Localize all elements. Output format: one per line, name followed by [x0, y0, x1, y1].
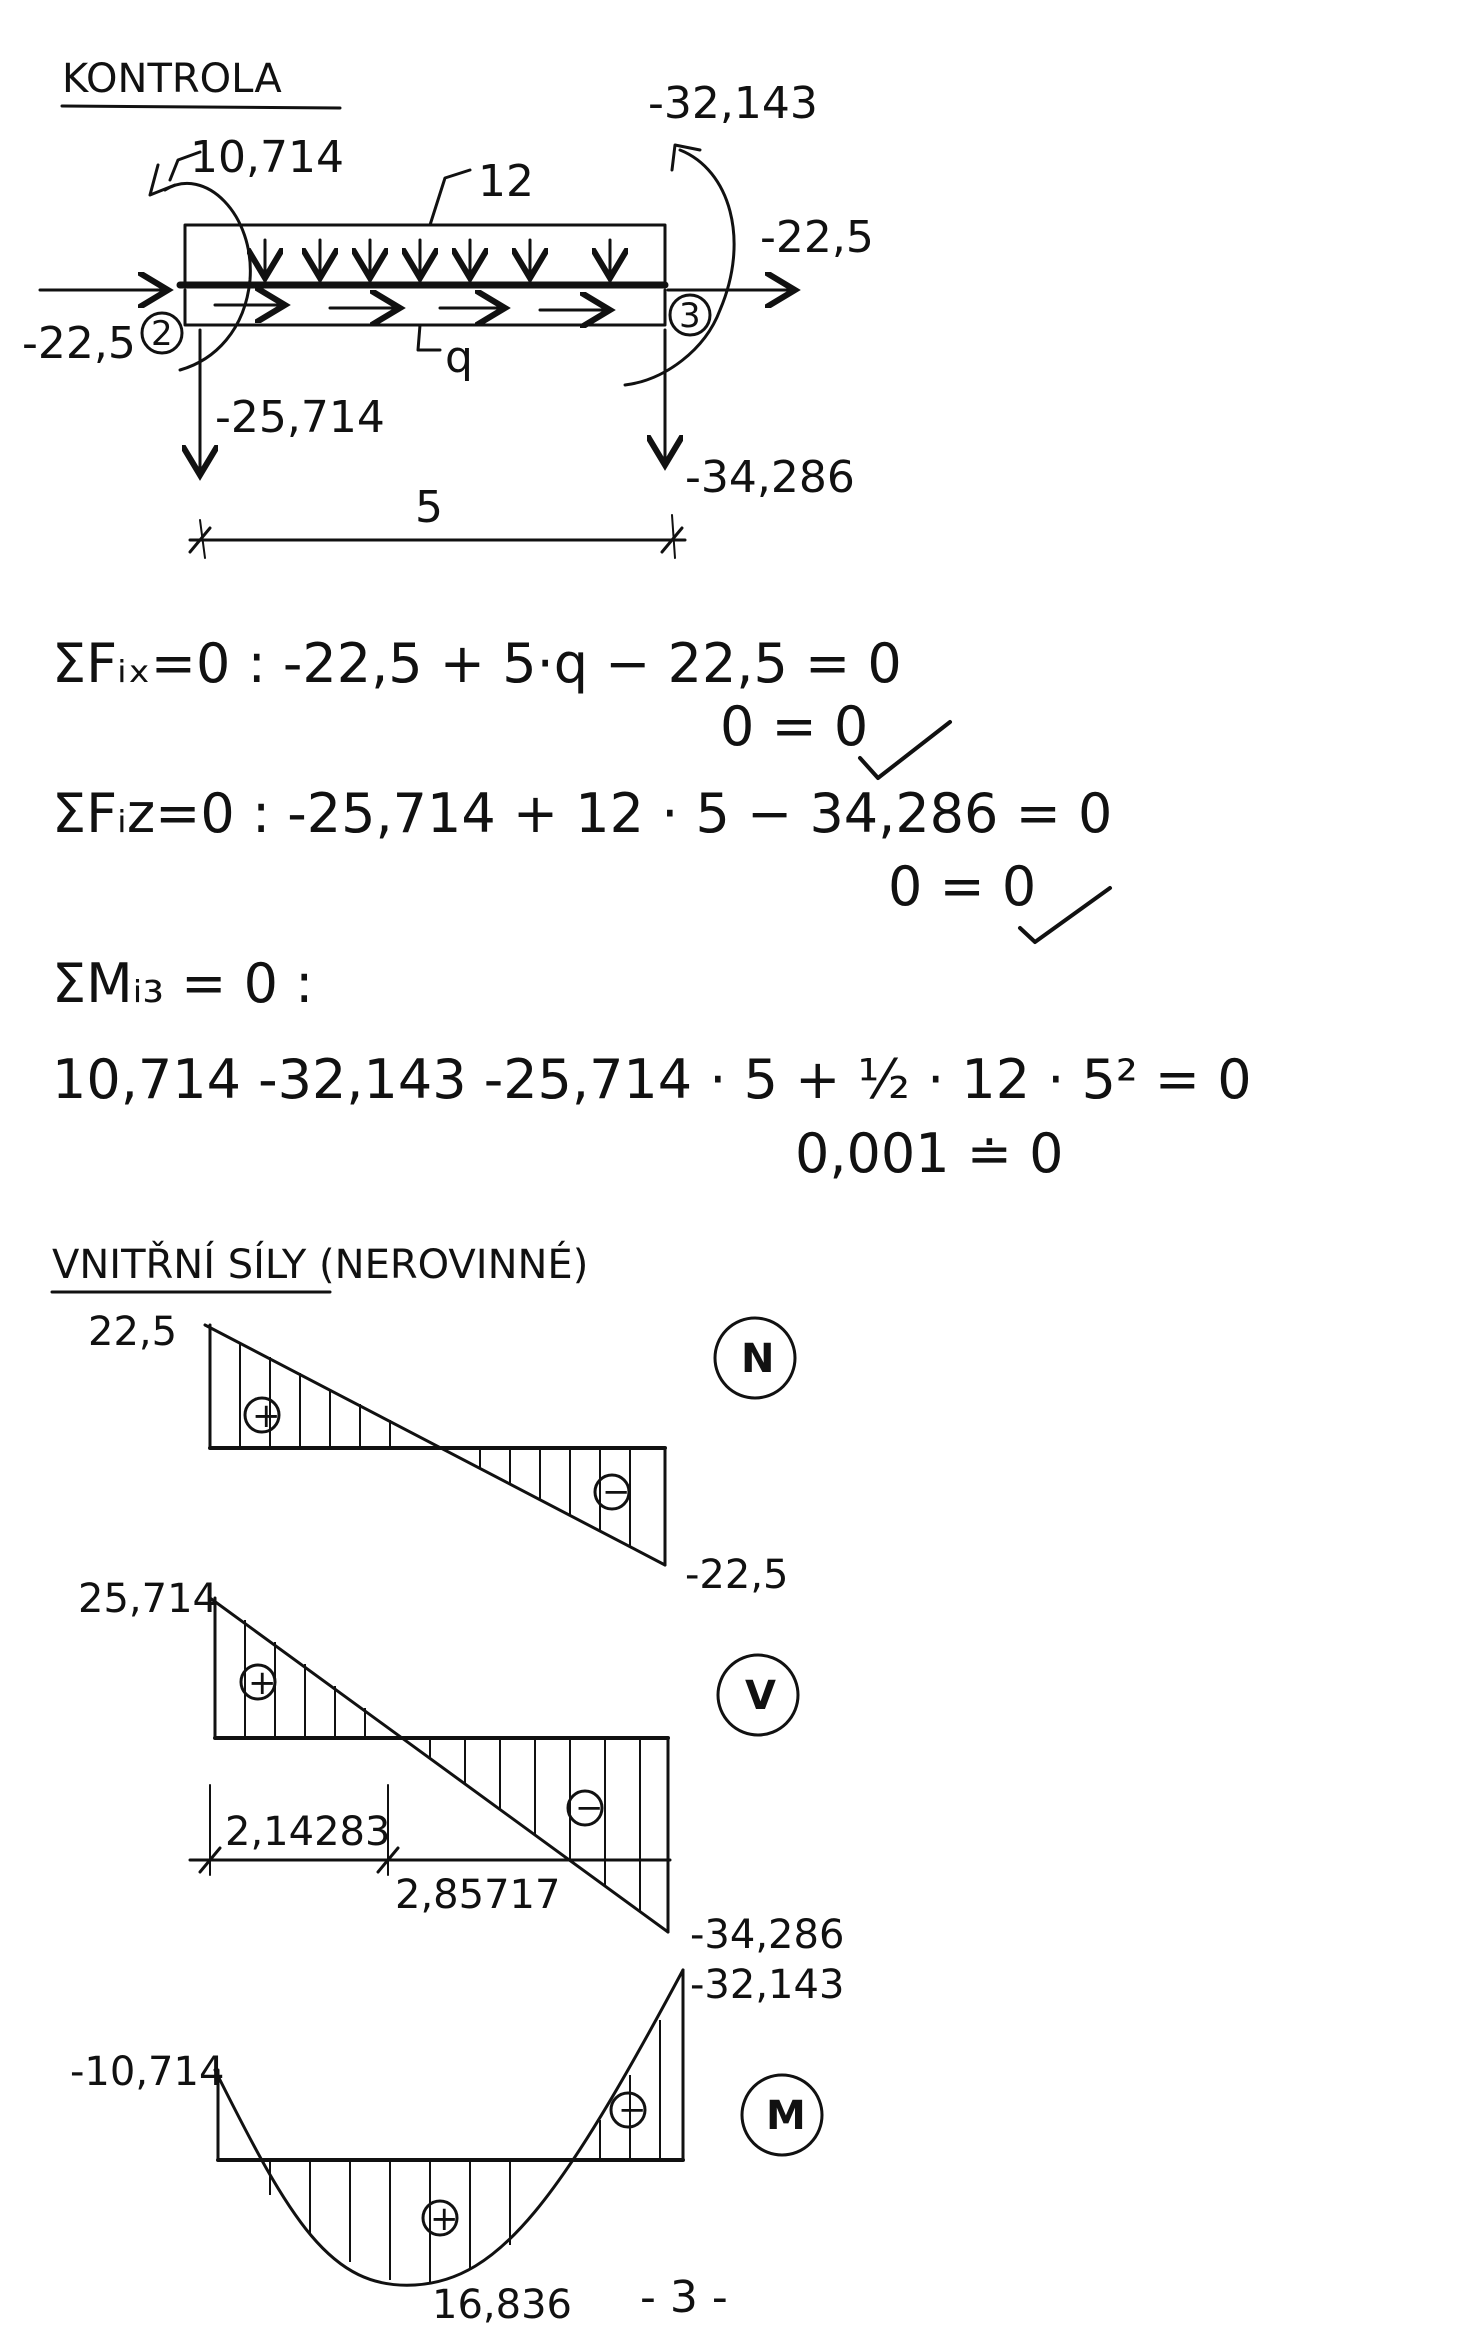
axial-load-label: q — [445, 332, 473, 383]
fx-checkmark — [860, 722, 950, 778]
v-badge: V — [745, 1673, 776, 1719]
internal-forces-heading: VNITŘNÍ SÍLY (NEROVINNÉ) — [52, 1242, 589, 1288]
v-start-value: 25,714 — [78, 1576, 218, 1622]
equations — [52, 632, 1252, 1185]
internal-forces-heading-block — [52, 1240, 588, 1292]
node-right-label: 3 — [679, 296, 701, 336]
eq-m-header: ΣMᵢ₃ = 0 : — [52, 952, 314, 1015]
m-minus: − — [618, 2090, 647, 2130]
m-plus: + — [430, 2199, 459, 2239]
v-seg-b: 2,85717 — [395, 1872, 561, 1918]
n-plus: + — [252, 1396, 281, 1436]
axial-load-box — [185, 290, 665, 325]
n-diagram — [88, 1309, 795, 1598]
distributed-load-leader — [430, 170, 470, 225]
m-diagram — [70, 1962, 844, 2328]
page-number: - 3 - — [640, 2272, 728, 2323]
eq-fx: ΣFᵢₓ=0 : -22,5 + 5·q − 22,5 = 0 — [52, 632, 902, 695]
load-diagram — [22, 78, 874, 558]
moment-right-label: -32,143 — [648, 78, 818, 129]
eq-m-result: 0,001 ≐ 0 — [795, 1122, 1064, 1185]
shear-left-label: -25,714 — [215, 392, 385, 443]
eq-m: 10,714 -32,143 -25,714 · 5 + ½ · 12 · 5² = 0 — [52, 1048, 1252, 1111]
n-badge: N — [741, 1336, 775, 1382]
n-end-value: -22,5 — [685, 1552, 789, 1598]
axial-load-leader — [418, 325, 440, 350]
shear-right-label: -34,286 — [685, 452, 855, 503]
v-plus: + — [248, 1663, 277, 1703]
distributed-load-label: 12 — [478, 156, 534, 207]
n-minus: − — [602, 1472, 631, 1512]
axial-right-label: -22,5 — [760, 212, 874, 263]
distributed-load-box — [185, 225, 665, 285]
moment-right-arc — [625, 150, 734, 385]
distributed-load-arrows — [265, 240, 610, 278]
axial-load-arrows — [215, 305, 610, 310]
span-label: 5 — [415, 482, 443, 533]
m-end-value: -32,143 — [690, 1962, 845, 2008]
n-line — [205, 1325, 665, 1565]
heading-kontrola: KONTROLA — [62, 56, 282, 102]
eq-fx-result: 0 = 0 — [720, 695, 869, 758]
m-badge: M — [766, 2093, 806, 2139]
m-hatching — [270, 2020, 660, 2284]
eq-fz: ΣFᵢz=0 : -25,714 + 12 · 5 − 34,286 = 0 — [52, 782, 1113, 845]
heading-underline — [62, 106, 340, 108]
eq-fz-result: 0 = 0 — [888, 855, 1037, 918]
moment-left-label: 10,714 — [190, 132, 344, 183]
m-start-value: -10,714 — [70, 2049, 225, 2095]
v-minus: − — [575, 1788, 604, 1828]
m-extreme-value: 16,836 — [432, 2282, 572, 2328]
n-start-value: 22,5 — [88, 1309, 178, 1355]
node-left-label: 2 — [151, 314, 173, 354]
heading-block — [62, 56, 340, 108]
v-end-value: -34,286 — [690, 1912, 845, 1958]
axial-left-label: -22,5 — [22, 318, 136, 369]
moment-left-arc — [165, 183, 250, 370]
v-diagram — [78, 1576, 844, 1958]
v-seg-a: 2,14283 — [225, 1809, 391, 1855]
